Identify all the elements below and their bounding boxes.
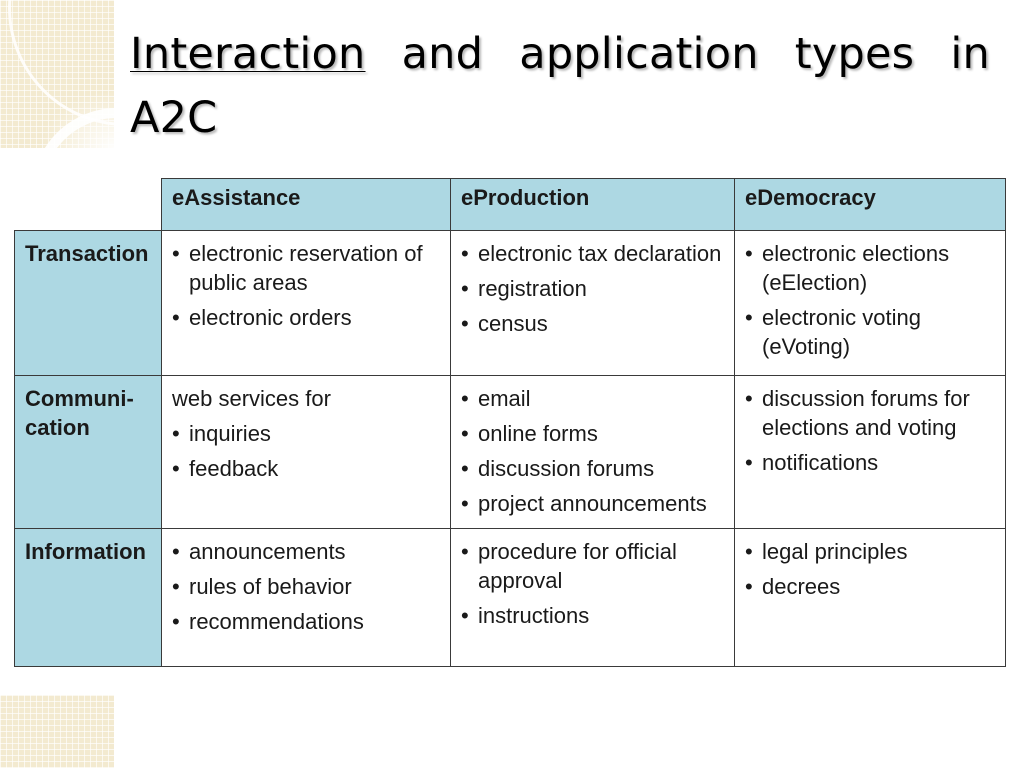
list-item: • online forms	[461, 419, 726, 448]
cell-transaction-eproduction	[451, 231, 735, 376]
row-header-communication: Communi- cation	[15, 376, 162, 529]
list-item: • project announcements	[461, 489, 726, 518]
cell-information-eassistance	[162, 529, 451, 667]
cell-transaction-eassistance	[162, 231, 451, 376]
corner-decoration-top	[0, 0, 114, 148]
cell-communication-eproduction	[451, 376, 735, 529]
table-row-communication	[15, 376, 1006, 529]
table-header-row	[15, 179, 1006, 231]
cell-intro-text: web services for	[172, 386, 331, 411]
list-item: • electronic voting (eVoting)	[745, 303, 997, 361]
bullet-list	[745, 384, 997, 477]
cell-information-edemocracy	[735, 529, 1006, 667]
table-row-information	[15, 529, 1006, 667]
slide-title	[130, 22, 990, 150]
list-item: • electronic tax declaration	[461, 239, 726, 268]
bullet-list	[172, 419, 442, 483]
list-item: • recommendations	[172, 607, 442, 636]
cell-information-eproduction	[451, 529, 735, 667]
slide-title-underlined: Interaction	[130, 29, 366, 79]
list-item: • feedback	[172, 454, 442, 483]
cell-communication-edemocracy	[735, 376, 1006, 529]
bullet-list	[745, 537, 997, 601]
list-item: • discussion forums	[461, 454, 726, 483]
list-item: • email	[461, 384, 726, 413]
bullet-list	[461, 537, 726, 630]
list-item: • census	[461, 309, 726, 338]
list-item: • legal principles	[745, 537, 997, 566]
list-item: • electronic orders	[172, 303, 442, 332]
list-item: • inquiries	[172, 419, 442, 448]
bullet-list	[461, 384, 726, 518]
table-corner-cell	[15, 179, 162, 231]
bullet-list	[461, 239, 726, 338]
table-row-transaction	[15, 231, 1006, 376]
cell-transaction-edemocracy	[735, 231, 1006, 376]
column-header-eassistance: eAssistance	[162, 179, 451, 231]
list-item: • electronic elections (eElection)	[745, 239, 997, 297]
list-item: • instructions	[461, 601, 726, 630]
decorative-fade	[40, 90, 114, 148]
list-item: • announcements	[172, 537, 442, 566]
list-item: • registration	[461, 274, 726, 303]
list-item: • decrees	[745, 572, 997, 601]
corner-decoration-bottom	[0, 695, 114, 768]
list-item: • rules of behavior	[172, 572, 442, 601]
bullet-list	[745, 239, 997, 361]
cell-communication-eassistance	[162, 376, 451, 529]
row-header-transaction: Transaction	[15, 231, 162, 376]
list-item: • discussion forums for elections and voting	[745, 384, 997, 442]
row-header-information: Information	[15, 529, 162, 667]
list-item: • electronic reservation of public areas	[172, 239, 442, 297]
list-item: • procedure for official approval	[461, 537, 726, 595]
slide-title-rest: and application types in A2C	[130, 29, 990, 143]
column-header-eproduction: eProduction	[451, 179, 735, 231]
a2c-types-table	[14, 178, 1006, 667]
bullet-list	[172, 239, 442, 332]
bullet-list	[172, 537, 442, 636]
column-header-edemocracy: eDemocracy	[735, 179, 1006, 231]
list-item: • notifications	[745, 448, 997, 477]
